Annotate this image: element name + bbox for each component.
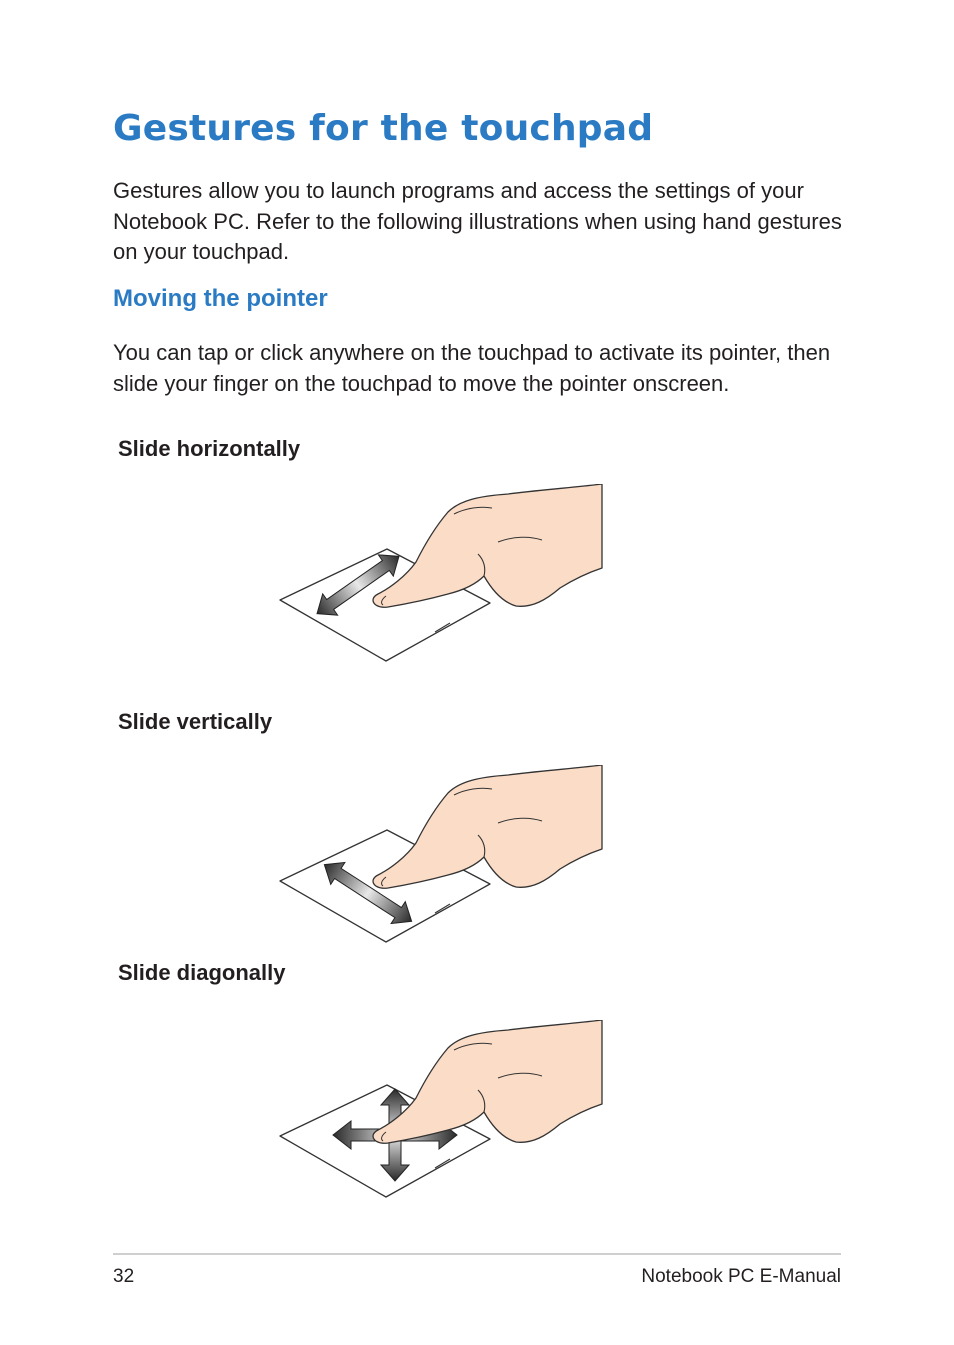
page-title: Gestures for the touchpad bbox=[113, 108, 654, 149]
section-heading: Moving the pointer bbox=[113, 285, 328, 312]
gesture-illustration-horizontal bbox=[270, 484, 610, 669]
section-paragraph: You can tap or click anywhere on the touchpad to activate its pointer, then slide your finger on the touchpad to move the pointer onscreen. bbox=[113, 340, 831, 396]
intro-paragraph: Gestures allow you to launch programs and access the settings of your Notebook PC. Refer to the following illustrations when using hand gestures on your touchpad. bbox=[113, 178, 842, 264]
gesture-illustration-diagonal bbox=[270, 1020, 610, 1205]
gesture-label-diagonal: Slide diagonally bbox=[118, 960, 286, 985]
pointing-hand-icon bbox=[373, 484, 602, 607]
pointing-hand-icon bbox=[373, 1020, 602, 1143]
pointing-hand-icon bbox=[373, 765, 602, 888]
gesture-label-vertical: Slide vertically bbox=[118, 709, 273, 734]
footer-divider bbox=[113, 1253, 841, 1255]
page-number: 32 bbox=[113, 1266, 135, 1287]
gesture-illustration-vertical bbox=[270, 765, 610, 950]
document-title: Notebook PC E-Manual bbox=[641, 1266, 841, 1287]
gesture-label-horizontal: Slide horizontally bbox=[118, 436, 301, 461]
